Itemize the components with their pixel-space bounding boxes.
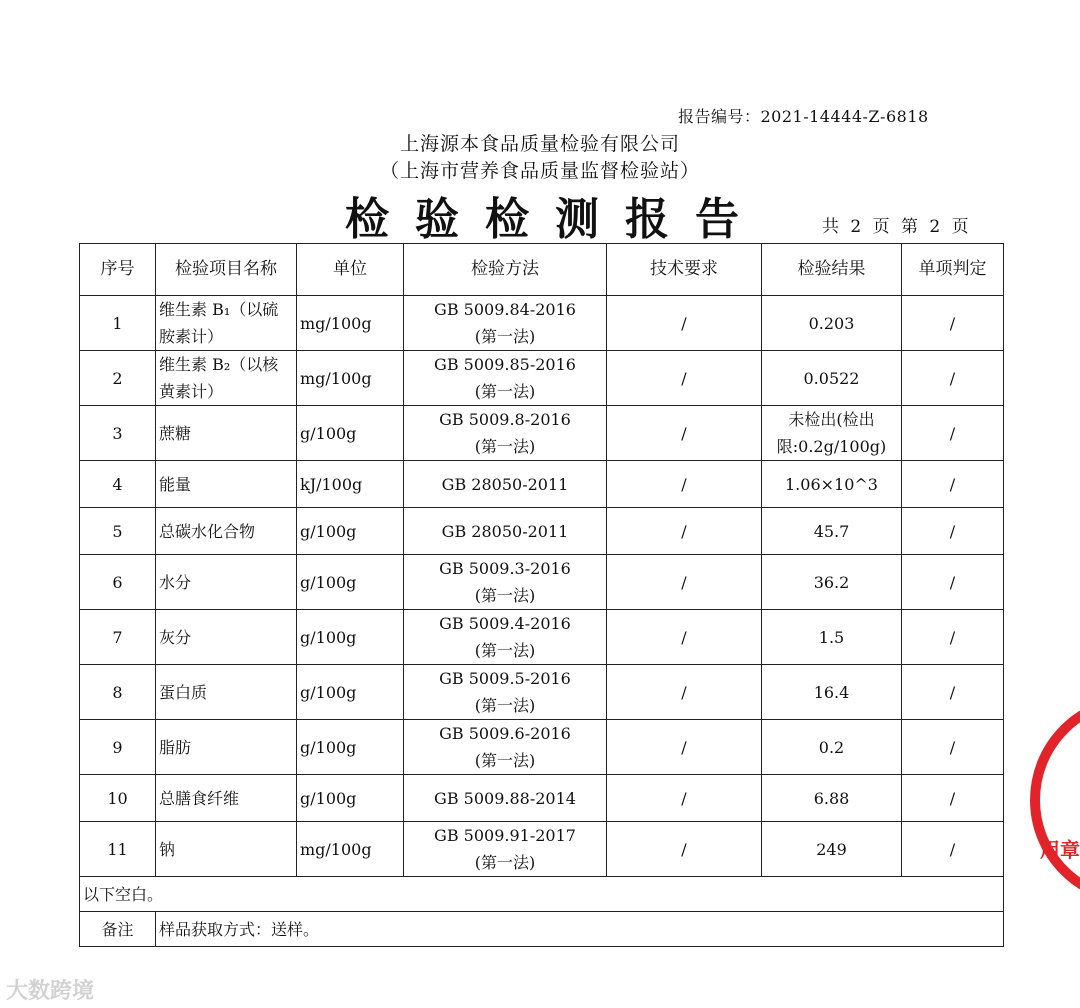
row-number: 7 xyxy=(80,610,156,665)
row-requirement: / xyxy=(607,351,762,406)
table-row xyxy=(80,610,1004,665)
row-requirement: / xyxy=(607,775,762,822)
page-count: 共 2 页 第 2 页 xyxy=(822,217,972,237)
row-unit: g/100g xyxy=(297,406,404,461)
table-row xyxy=(80,351,1004,406)
row-unit: g/100g xyxy=(297,610,404,665)
blank-note-row xyxy=(80,877,1004,912)
row-item-name: 蔗糖 xyxy=(156,406,297,461)
row-judgement: / xyxy=(902,822,1004,877)
row-method: GB 5009.88-2014 xyxy=(404,775,607,822)
row-result: 0.203 xyxy=(762,296,902,351)
row-unit: mg/100g xyxy=(297,296,404,351)
row-judgement: / xyxy=(902,665,1004,720)
table-row xyxy=(80,406,1004,461)
row-item-name: 蛋白质 xyxy=(156,665,297,720)
row-judgement: / xyxy=(902,351,1004,406)
row-method: GB 28050-2011 xyxy=(404,461,607,508)
row-result: 0.0522 xyxy=(762,351,902,406)
organization-subname: （上海市营养食品质量监督检验站） xyxy=(379,160,700,182)
row-item-name: 总碳水化合物 xyxy=(156,508,297,555)
row-unit: mg/100g xyxy=(297,351,404,406)
row-judgement: / xyxy=(902,610,1004,665)
row-requirement: / xyxy=(607,822,762,877)
organization-name: 上海源本食品质量检验有限公司 xyxy=(399,133,680,155)
header-method: 检验方法 xyxy=(404,244,607,296)
seal-text: 用章 xyxy=(1040,838,1080,862)
row-number: 6 xyxy=(80,555,156,610)
table-row xyxy=(80,822,1004,877)
row-result: 1.06×10^3 xyxy=(762,461,902,508)
row-unit: mg/100g xyxy=(297,822,404,877)
row-number: 8 xyxy=(80,665,156,720)
header-unit: 单位 xyxy=(297,244,404,296)
row-result: 1.5 xyxy=(762,610,902,665)
row-number: 4 xyxy=(80,461,156,508)
row-requirement: / xyxy=(607,406,762,461)
watermark: 大数跨境 xyxy=(6,979,95,1004)
row-requirement: / xyxy=(607,610,762,665)
table-header-row xyxy=(80,244,1004,296)
table-row xyxy=(80,665,1004,720)
remark-text: 样品获取方式：送样。 xyxy=(156,912,1004,947)
row-requirement: / xyxy=(607,665,762,720)
row-number: 5 xyxy=(80,508,156,555)
row-number: 3 xyxy=(80,406,156,461)
row-judgement: / xyxy=(902,461,1004,508)
row-requirement: / xyxy=(607,555,762,610)
row-item-name: 能量 xyxy=(156,461,297,508)
row-judgement: / xyxy=(902,775,1004,822)
row-unit: g/100g xyxy=(297,665,404,720)
row-result: 16.4 xyxy=(762,665,902,720)
header-requirement: 技术要求 xyxy=(607,244,762,296)
row-result: 6.88 xyxy=(762,775,902,822)
row-requirement: / xyxy=(607,461,762,508)
row-result: 36.2 xyxy=(762,555,902,610)
table-row xyxy=(80,555,1004,610)
row-judgement: / xyxy=(902,406,1004,461)
row-judgement: / xyxy=(902,296,1004,351)
row-number: 11 xyxy=(80,822,156,877)
row-method: GB 5009.5-2016 (第一法) xyxy=(404,665,607,720)
table-row xyxy=(80,720,1004,775)
row-unit: g/100g xyxy=(297,555,404,610)
header-item: 检验项目名称 xyxy=(156,244,297,296)
table-row xyxy=(80,775,1004,822)
row-judgement: / xyxy=(902,555,1004,610)
header-result: 检验结果 xyxy=(762,244,902,296)
row-result: 249 xyxy=(762,822,902,877)
header-judgement: 单项判定 xyxy=(902,244,1004,296)
row-item-name: 总膳食纤维 xyxy=(156,775,297,822)
row-method: GB 5009.3-2016 (第一法) xyxy=(404,555,607,610)
row-unit: g/100g xyxy=(297,508,404,555)
row-requirement: / xyxy=(607,720,762,775)
row-requirement: / xyxy=(607,508,762,555)
row-method: GB 5009.91-2017 (第一法) xyxy=(404,822,607,877)
row-item-name: 钠 xyxy=(156,822,297,877)
row-result: 0.2 xyxy=(762,720,902,775)
row-number: 9 xyxy=(80,720,156,775)
row-result: 未检出(检出 限:0.2g/100g) xyxy=(762,406,902,461)
inspection-table xyxy=(79,243,1004,947)
row-method: GB 5009.85-2016 (第一法) xyxy=(404,351,607,406)
row-method: GB 5009.8-2016 (第一法) xyxy=(404,406,607,461)
official-seal xyxy=(1030,695,1080,905)
row-judgement: / xyxy=(902,508,1004,555)
row-requirement: / xyxy=(607,296,762,351)
row-result: 45.7 xyxy=(762,508,902,555)
row-unit: g/100g xyxy=(297,775,404,822)
table-row xyxy=(80,508,1004,555)
row-method: GB 5009.84-2016 (第一法) xyxy=(404,296,607,351)
report-title: 检验检测报告 xyxy=(345,194,765,245)
remark-label: 备注 xyxy=(80,912,156,947)
row-unit: g/100g xyxy=(297,720,404,775)
row-item-name: 脂肪 xyxy=(156,720,297,775)
row-number: 1 xyxy=(80,296,156,351)
row-item-name: 维生素 B₂（以核 黄素计） xyxy=(156,351,297,406)
row-item-name: 水分 xyxy=(156,555,297,610)
row-method: GB 5009.4-2016 (第一法) xyxy=(404,610,607,665)
row-item-name: 维生素 B₁（以硫 胺素计） xyxy=(156,296,297,351)
row-method: GB 5009.6-2016 (第一法) xyxy=(404,720,607,775)
blank-note: 以下空白。 xyxy=(80,877,1004,912)
row-judgement: / xyxy=(902,720,1004,775)
row-method: GB 28050-2011 xyxy=(404,508,607,555)
row-unit: kJ/100g xyxy=(297,461,404,508)
report-number: 报告编号：2021-14444-Z-6818 xyxy=(678,107,929,126)
table-row xyxy=(80,296,1004,351)
table-row xyxy=(80,461,1004,508)
remark-row xyxy=(80,912,1004,947)
row-item-name: 灰分 xyxy=(156,610,297,665)
row-number: 2 xyxy=(80,351,156,406)
header-no: 序号 xyxy=(80,244,156,296)
row-number: 10 xyxy=(80,775,156,822)
